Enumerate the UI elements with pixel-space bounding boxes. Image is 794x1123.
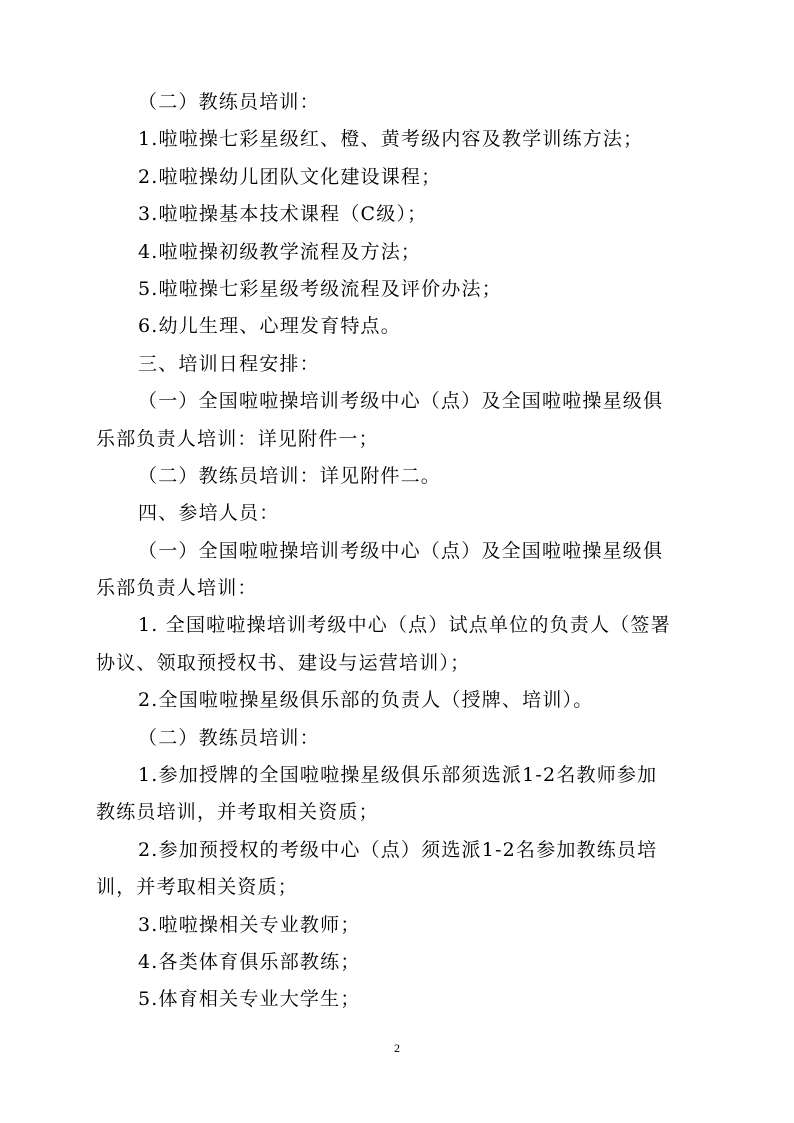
text-line: 2.参加预授权的考级中心（点）须选派1-2名参加教练员培 <box>138 838 658 861</box>
text-line: （二）教练员培训： <box>138 91 320 113</box>
text-line: 1.参加授牌的全国啦啦操星级俱乐部须选派1-2名教师参加 <box>138 764 658 787</box>
text-line: 4.啦啦操初级教学流程及方法； <box>138 240 422 263</box>
text-line: （一）全国啦啦操培训考级中心（点）及全国啦啦操星级俱 <box>138 539 664 562</box>
text-line: 四、参培人员： <box>138 502 280 525</box>
text-line: 5.啦啦操七彩星级考级流程及评价办法； <box>138 277 502 300</box>
text-line: 3.啦啦操基本技术课程（C级）； <box>138 203 428 226</box>
text-line: （二）教练员培训：详见附件二。 <box>138 464 442 487</box>
text-line: 教练员培训，并考取相关资质； <box>96 801 379 824</box>
text-line: （二）教练员培训： <box>138 726 320 749</box>
document-body <box>96 84 708 1019</box>
text-line: 6.幼儿生理、心理发育特点。 <box>138 315 401 338</box>
text-line: 乐部负责人培训： <box>96 577 258 600</box>
text-line: 3.啦啦操相关专业教师； <box>138 913 361 936</box>
text-line: 2.啦啦操幼儿团队文化建设课程； <box>138 165 442 188</box>
text-line: 乐部负责人培训：详见附件一； <box>96 427 379 450</box>
text-line: （一）全国啦啦操培训考级中心（点）及全国啦啦操星级俱 <box>138 390 664 413</box>
text-line: 1.啦啦操七彩星级红、橙、黄考级内容及教学训练方法； <box>138 128 644 151</box>
text-line: 协议、领取预授权书、建设与运营培训）； <box>96 651 471 674</box>
text-line: 5.体育相关专业大学生； <box>138 988 361 1011</box>
text-line: 2.全国啦啦操星级俱乐部的负责人（授牌、培训）。 <box>138 689 594 712</box>
text-line: 4.各类体育俱乐部教练； <box>138 950 361 973</box>
text-line: 1. 全国啦啦操培训考级中心（点）试点单位的负责人（签署 <box>138 614 671 637</box>
page-number: 2 <box>394 1041 400 1055</box>
text-line: 训，并考取相关资质； <box>96 876 299 899</box>
text-line: 三、培训日程安排： <box>138 352 320 375</box>
